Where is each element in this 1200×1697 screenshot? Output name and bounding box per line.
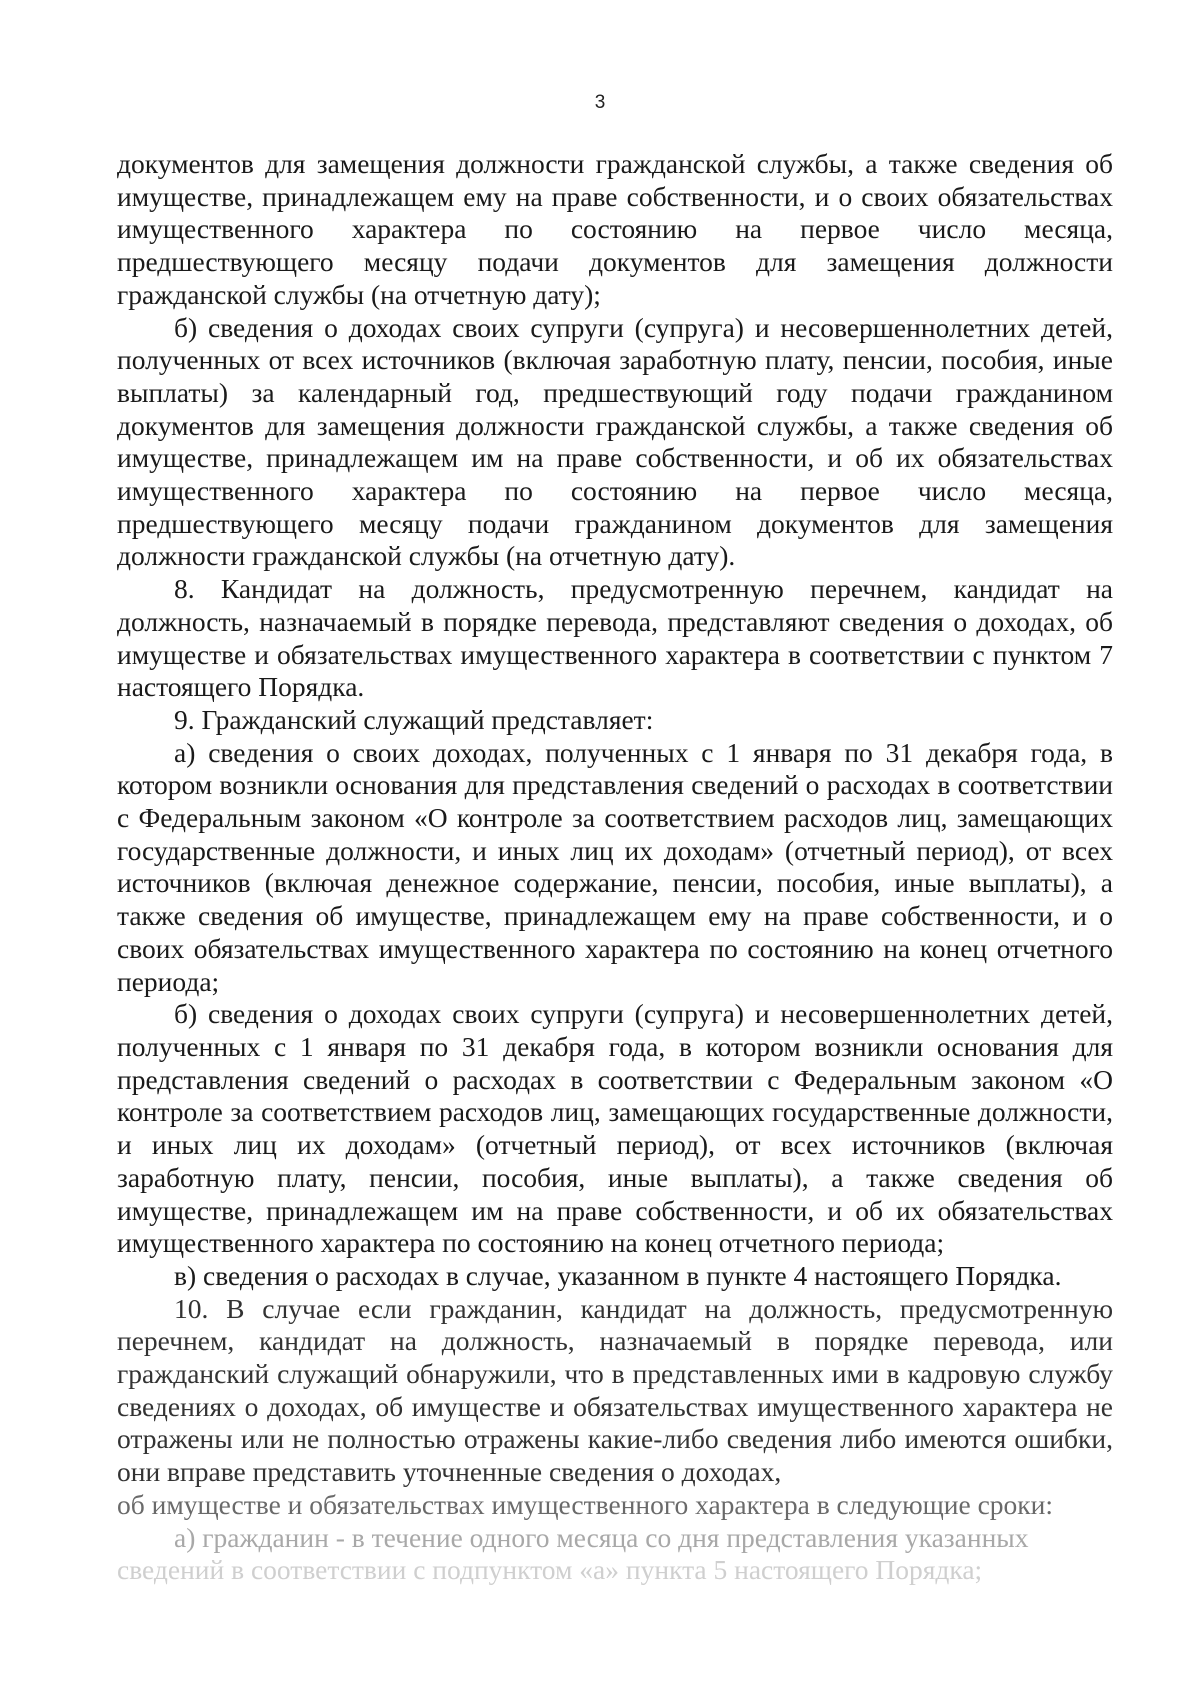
paragraph-9-heading: 9. Гражданский служащий представляет:: [174, 703, 654, 735]
paragraph-10-corrections-end: об имуществе и обязательствах имущественного характера в следующие сроки:: [117, 1488, 1054, 1520]
document-body: [117, 148, 1113, 1587]
paragraph-10-corrections: 10. В случае если гражданин, кандидат на должность, предусмотренную перечнем, кандидат на должность, назначаемый в порядке перевода, или гражданский служащий обнаружили, что в представленных ими в кадровую службу сведениях о доходах, об имуществе и обязательствах имущественного характера не отражены или не полностью отражены какие-либо сведения либо имеются ошибки, они вправе представить уточненные сведения о доходах,: [117, 1292, 1113, 1488]
paragraph-10a-citizen-end: сведений в соответствии с подпунктом «а» пункта 5 настоящего Порядка;: [117, 1554, 983, 1586]
paragraph-10a-citizen: а) гражданин - в течение одного месяца со дня представления указанных: [174, 1521, 1029, 1553]
paragraph-8-candidate: 8. Кандидат на должность, предусмотренную перечнем, кандидат на должность, назначаемый в порядке перевода, представляют сведения о доходах, об имуществе и обязательствах имущественного характера в соответствии с пунктом 7 настоящего Порядка.: [117, 573, 1113, 703]
paragraph-9b-spouse-income: б) сведения о доходах своих супруги (супруга) и несовершеннолетних детей, полученных с 1 января по 31 декабря года, в котором возникли основания для представления сведений о расходах в соответствии с Федеральным законом «О контроле за соответствием расходов лиц, замещающих государственные должности, и иных лиц их доходам» (отчетный период), от всех источников (включая заработную плату, пенсии, пособия, иные выплаты), а также сведения об имуществе, принадлежащем им на праве собственности, и об их обязательствах имущественного характера по состоянию на конец отчетного периода;: [117, 998, 1113, 1259]
paragraph-9c-expenses: в) сведения о расходах в случае, указанном в пункте 4 настоящего Порядка.: [174, 1259, 1062, 1291]
paragraph-7b-spouse-income: б) сведения о доходах своих супруги (супруга) и несовершеннолетних детей, полученных от всех источников (включая заработную плату, пенсии, пособия, иные выплаты) за календарный год, предшествующий году подачи гражданином документов для замещения должности гражданской службы, а также сведения об имуществе, принадлежащем им на праве собственности, и об их обязательствах имущественного характера по состоянию на первое число месяца, предшествующего месяцу подачи гражданином документов для замещения должности гражданской службы (на отчетную дату).: [117, 311, 1113, 572]
page-number: 3: [594, 92, 606, 113]
paragraph-documents-continuation: документов для замещения должности гражданской службы, а также сведения об имуществе, принадлежащем ему на праве собственности, и о своих обязательствах имущественного характера по состоянию на первое число месяца, предшествующего месяцу подачи документов для замещения должности гражданской службы (на отчетную дату);: [117, 148, 1113, 310]
paragraph-9a-own-income: а) сведения о своих доходах, полученных с 1 января по 31 декабря года, в котором возникли основания для представления сведений о расходах в соответствии с Федеральным законом «О контроле за соответствием расходов лиц, замещающих государственные должности, и иных лиц их доходам» (отчетный период), от всех источников (включая денежное содержание, пенсии, пособия, иные выплаты), а также сведения об имуществе, принадлежащем ему на праве собственности, и о своих обязательствах имущественного характера по состоянию на конец отчетного периода;: [117, 736, 1113, 997]
